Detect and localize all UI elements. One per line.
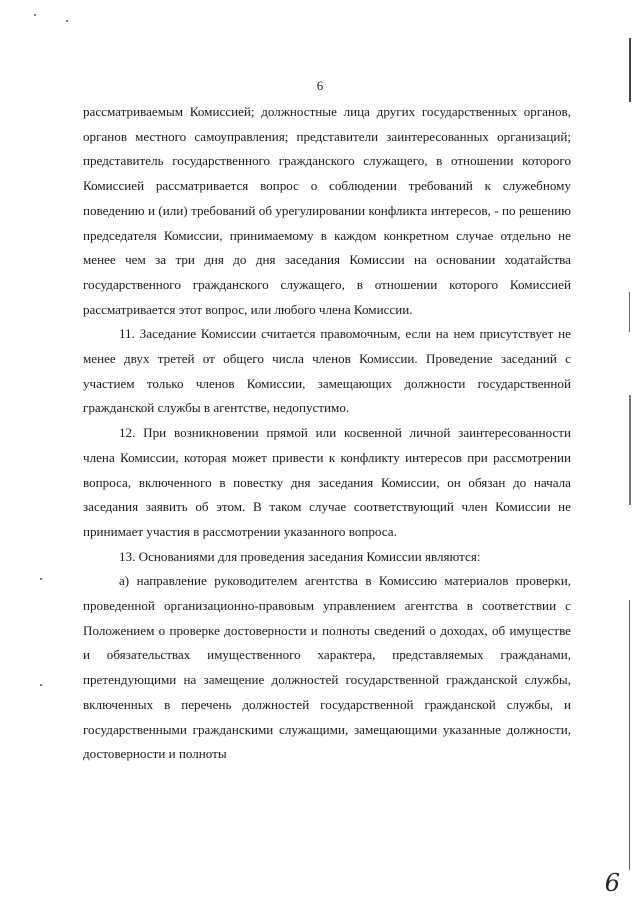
document-body <box>83 100 571 767</box>
paragraph-12: 12. При возникновении прямой или косвенной личной заинтересованности члена Комиссии, которая может привести к конфликту интересов при рассмотрении вопроса, включенного в повестку дня заседания Комиссии, он обязан до начала заседания заявить об этом. В таком случае соответствующий член Комиссии не принимает участия в рассмотрении указанного вопроса. <box>83 425 571 539</box>
scan-edge-mark <box>629 38 631 102</box>
scan-edge-mark <box>629 600 630 870</box>
paragraph-13: 13. Основаниями для проведения заседания Комиссии являются: <box>119 548 481 564</box>
scan-speck <box>40 578 42 580</box>
scan-speck <box>40 684 42 686</box>
scan-speck <box>66 20 68 22</box>
paragraph-13a: а) направление руководителем агентства в Комиссию материалов проверки, проведенной организационно-правовым управлением агентства в соответствии с Положением о проверке достоверности и полноты сведений о доходах, об имуществе и обязательствах имущественного характера, представляемых гражданами, претендующими на замещение должностей государственной гражданской службы, включенных в перечень должностей государственной гражданской службы, и государственными гражданскими служащими, замещающими указанные должности, достоверности и полноты <box>83 573 571 762</box>
handwritten-page-mark: 6 <box>604 869 620 897</box>
scan-speck <box>34 14 36 16</box>
scan-edge-mark <box>629 292 630 332</box>
scan-edge-mark <box>629 395 631 505</box>
page-number: 6 <box>316 78 324 93</box>
paragraph-11: 11. Заседание Комиссии считается правомочным, если на нем присутствует не менее двух третей от общего числа членов Комиссии. Проведение заседаний с участием только членов Комиссии, замещающих должности государственной гражданской службы в агентстве, недопустимо. <box>83 326 571 416</box>
paragraph-continuation: рассматриваемым Комиссией; должностные лица других государственных органов, органов местного самоуправления; представители заинтересованных организаций; представитель государственного гражданского служащего, в отношении которого Комиссией рассматривается вопрос о соблюдении требований к служебному поведению и (или) требований об урегулировании конфликта интересов, - по решению председателя Комиссии, принимаемому в каждом конкретном случае отдельно не менее чем за три дня до дня заседания Комиссии на основании ходатайства государственного гражданского служащего, в отношении которого Комиссией рассматривается этот вопрос, или любого члена Комиссии. <box>83 104 571 317</box>
